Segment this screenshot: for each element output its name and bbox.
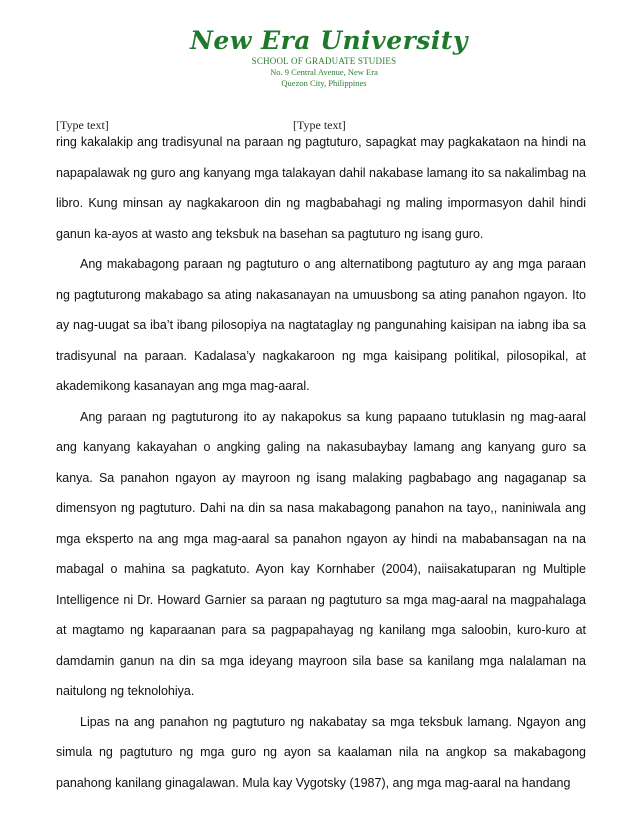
university-name: New Era University — [190, 26, 468, 55]
paragraph-4: Lipas na ang panahon ng pagtuturo ng nakabatay sa mga teksbuk lamang. Ngayon ang simula ng pagtuturo ng mga guro ng ayon sa kaalaman nila na angkop sa makabagong panahong kanilang ginagalawan. Mula kay Vygotsky (1987), ang mga mag-aaral na handang — [56, 714, 586, 790]
header-placeholder-left: [Type text] — [56, 118, 109, 132]
header-placeholder-center: [Type text] — [293, 118, 346, 132]
body-text — [56, 127, 586, 798]
address-line-1: No. 9 Central Avenue, New Era — [270, 67, 378, 77]
paragraph-1: ring kakalakip ang tradisyunal na paraan ng pagtuturo, sapagkat may pagkakataon na hindi na napapalawak ng guro ang kanyang mga talakayan dahil nakabase lamang ito sa nakalimbag na libro. Kung minsan ay nagkakaroon din ng magbabahagi ng maling impormasyon dahil hindi ganun ka-ayos at wasto ang teksbuk na basehan sa pagtuturo ng isang guro. — [56, 135, 586, 241]
paragraph-2: Ang makabagong paraan ng pagtuturo o ang alternatibong pagtuturo ay ang mga paraan ng pagtuturong makabago sa ating nakasanayan na umuusbong sa ating panahon ngayon. Ito ay nag-uugat sa iba’t ibang pilosopiya na nagtataglay ng pangunahing kaisipan na iabng iba sa tradisyunal na paraan. Kadalasa’y nagkakaroon ng mga kaisipang politikal, pilosopikal, at akademikong kasanayan ang mga mag-aaral. — [56, 257, 586, 393]
paragraph-3: Ang paraan ng pagtuturong ito ay nakapokus sa kung papaano tutuklasin ng mag-aaral ang kanyang kakayahan o angking galing na nakasubaybay lamang ang kanyang guro sa kanya. Sa panahon ngayon ay mayroon ng isang malaking pagbabago ang nagaganap sa dimensyon ng pagtuturo. Dahi na din sa nasa makabagong panahon na tayo,, naniniwala ang mga eksperto na ang mga mag-aaral sa panahon ngayon ay hindi na mababansagan na na mabagal o mahina sa pagkatuto. Ayon kay Kornhaber (2004), naiisakatuparan ng Multiple Intelligence ni Dr. Howard Garnier sa paraan ng pagtuturo sa mga mag-aaral na magpahalaga at magtamo ng kaparaanan para sa pagpapahayag ng kanilang mga saloobin, kuro-kuro at damdamin ganun na din sa mga ideyang mayroon sila base sa kanilang mga nalalaman na naitulong ng teknolohiya. — [56, 409, 586, 698]
letterhead — [0, 26, 638, 89]
school-name: SCHOOL OF GRADUATE STUDIES — [251, 56, 397, 66]
address-line-2: Quezon City, Philippines — [281, 78, 367, 88]
